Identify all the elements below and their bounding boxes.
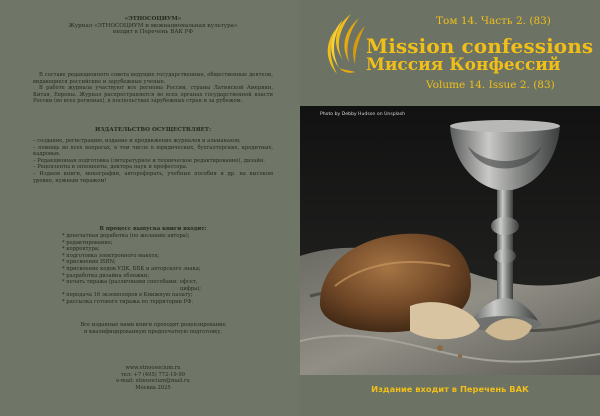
process-item: * рассылка готового тиража по территории РФ. — [62, 298, 194, 305]
title-ru: Миссия Конфессий — [366, 55, 561, 75]
publisher-item: – Редакционная подготовка (литературное и техническое редактирование), дизайн. — [33, 157, 265, 164]
publisher-heading: ИЗДАТЕЛЬСТВО ОСУЩЕСТВЛЯЕТ: — [94, 127, 212, 133]
phone-number: тел: +7 (495) 772-19-99 — [120, 371, 186, 378]
vak-banner-text: Издание входит в Перечень ВАК — [371, 384, 529, 394]
publisher-item: – Издаем книги, монографии, автореферать, учебные пособия и др. на высоком уровне, нужным тиражом! — [33, 170, 273, 184]
cover-photo — [300, 106, 600, 375]
process-item: цифра); — [180, 285, 202, 292]
bread-and-chalice-image — [300, 106, 600, 375]
title-en: Mission confessions — [366, 34, 594, 58]
process-item: * подготовка электронного макета; — [62, 252, 160, 259]
process-heading: В процесс выпуска книги входит: — [99, 226, 207, 232]
intro-paragraph: В составе редакционного совета ведущие государственные, общественные деятели, видающиеся российские и зарубежные ученые. — [33, 72, 273, 85]
publisher-list — [33, 138, 273, 184]
closing-line: и квалифицированную предпечатную подготовку. — [83, 328, 223, 335]
volume-en: Volume 14. Issue 2. (83) — [426, 79, 555, 91]
email-link[interactable]: e-mail: etnosocium@mail.ru — [116, 378, 190, 385]
publisher-item: – помощь во всех вопросах, в том числе в юридических, бухгалтерских, кредитных, кадровых. — [33, 144, 273, 158]
process-item: * присвоение ISBN; — [62, 259, 116, 266]
closing-line: Все изданные нами книги проходят рецензирование — [80, 322, 226, 328]
process-item: * редактирование; — [62, 239, 113, 246]
vak-note: входит в Перечень ВАК РФ — [112, 29, 194, 36]
website-link[interactable]: www.etnoosocium.ru — [125, 365, 181, 371]
process-list — [62, 233, 262, 306]
process-item: * присвоение кодов УДК, ББК и авторского знака; — [62, 265, 201, 272]
process-item: * допечатная доработка (по желанию автора); — [62, 233, 190, 239]
photo-credit: Photo by Debby Hudson on Unsplash — [320, 112, 406, 117]
back-header — [33, 16, 273, 36]
process-item: * корректура; — [62, 246, 100, 253]
process-item: * разработка дизайна обложки; — [62, 272, 150, 279]
contacts-block — [33, 365, 273, 391]
intro-paragraph: В работе журнала участвуют все регионы России, страны Латинской Америки, Китая, Европы. Журнал распространяется во всех органах государственной власти России (во всех регионах), в поспольствах зарубежных стран и за рубежом. — [33, 85, 273, 105]
vak-banner — [300, 375, 600, 416]
intro-block — [33, 72, 273, 105]
closing-note — [33, 322, 273, 335]
journal-brand: «ЭТНОСОЦИУМ» — [124, 16, 182, 22]
volume-ru: Том 14. Часть 2. (83) — [436, 15, 551, 27]
journal-full-name: Журнал «ЭТНОСОЦИУМ и межнациональная культура» — [68, 22, 238, 29]
process-item: * передача 16 экземпляров в Книжную палату; — [62, 292, 193, 299]
front-cover — [300, 0, 600, 416]
publisher-item: – Рецензенты и оппоненты, доктора наук и профессора. — [33, 164, 188, 171]
process-item: * печать тиража (различными способами: офсет, — [62, 279, 198, 286]
flame-logo-icon — [321, 12, 369, 80]
publisher-item: – создание, регистрацию, издание и продвижение журналов и альманахов; — [33, 138, 241, 144]
city-year: Москва 2025 — [135, 384, 171, 391]
